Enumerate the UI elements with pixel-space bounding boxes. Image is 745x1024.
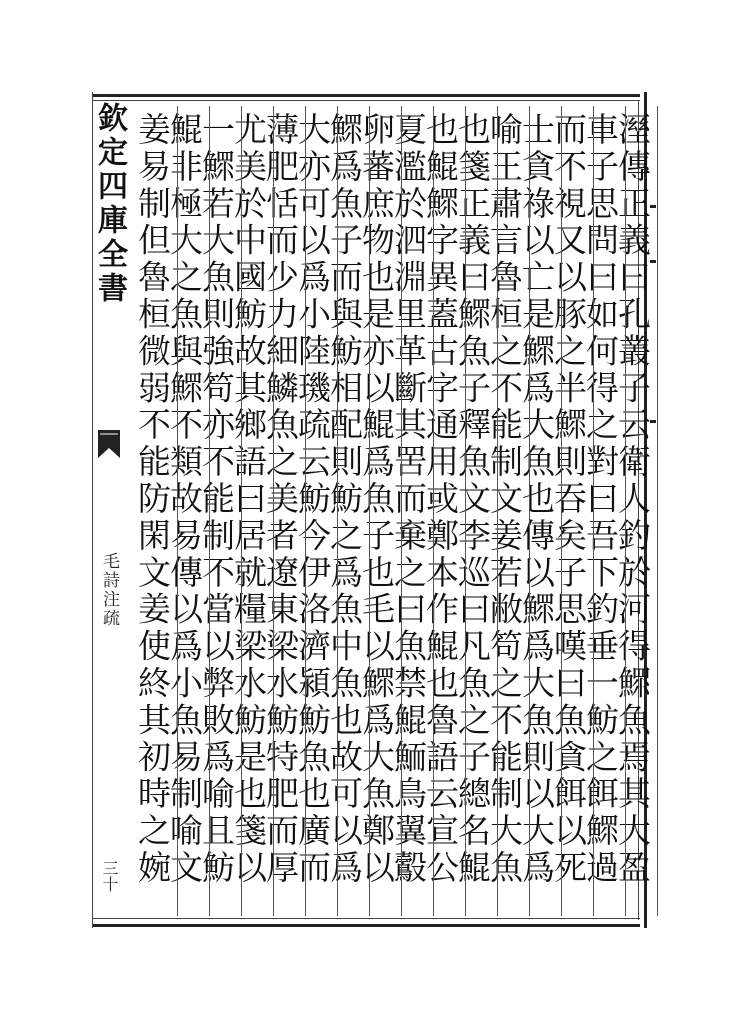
text-line: 薄肥恬而少力細鱗魚之美者遼東梁水魴特肥而厚 (261, 112, 300, 887)
text-line: 姜易制但魯桓微弱不能防閑文姜使終其初時之婉 (133, 112, 172, 887)
text-line: 尤美於中國魴故其鄉語曰居就糧梁水魴是也箋以 (229, 112, 268, 887)
text-line: 也箋正義曰鰥魚子釋魚文李巡曰凡魚之子總名鯤 (453, 112, 492, 887)
text-line: 卵蕃庶物也是亦以鯤爲魚子也毛以鰥爲大魚鄭以 (357, 112, 396, 887)
text-line: 鯤非極大之魚與鰥不類故易傳以爲小魚易制喻文 (165, 112, 204, 887)
text-line: 大亦可以爲小陸璣疏云魴今伊洛濟潁魴魚也廣而 (293, 112, 332, 887)
top-border-inner (92, 100, 640, 101)
text-line: 夏濫於泗淵里革斷其罟而棄之曰魚禁鯤鮞鳥翼鷇 (389, 112, 428, 887)
top-border (92, 94, 640, 97)
text-line: 而不視又以豚之半鰥則吞矣子思嘆曰魚貪餌以死 (549, 112, 588, 887)
text-line: 溼傳正義曰孔叢子云衛人釣於河得鰥魚焉其大盈 (613, 112, 652, 887)
text-line: 士貪祿以亡是鰥爲大魚也傳以鰥爲大魚則以大爲 (517, 112, 556, 887)
text-line: 車子思問曰如何得之對曰吾下釣垂一魴之餌鰥過 (581, 112, 620, 887)
text-body (118, 106, 652, 916)
book-title: 欽定四庫全書 (92, 102, 127, 306)
text-column (126, 106, 178, 916)
text-line: 一鰥若大魚則強笱亦不能制不當以弊敗爲喻且魴 (197, 112, 236, 887)
folio-number: 三十 (100, 860, 119, 892)
section-title: 毛詩注疏 (99, 552, 119, 628)
fishtail-ornament-icon (98, 430, 120, 466)
text-line: 鰥爲魚子而與魴相配則魴之爲魚中魚也故可以爲 (325, 112, 364, 887)
bottom-border-inner (92, 918, 640, 919)
bottom-border (92, 924, 640, 927)
text-line: 喻王肅言魯桓之不能制文姜若敝笱之不能制大魚 (485, 112, 524, 887)
text-line: 也鯤鰥字異蓋古字通用或鄭本作鯤也魯語云宣公 (421, 112, 460, 887)
